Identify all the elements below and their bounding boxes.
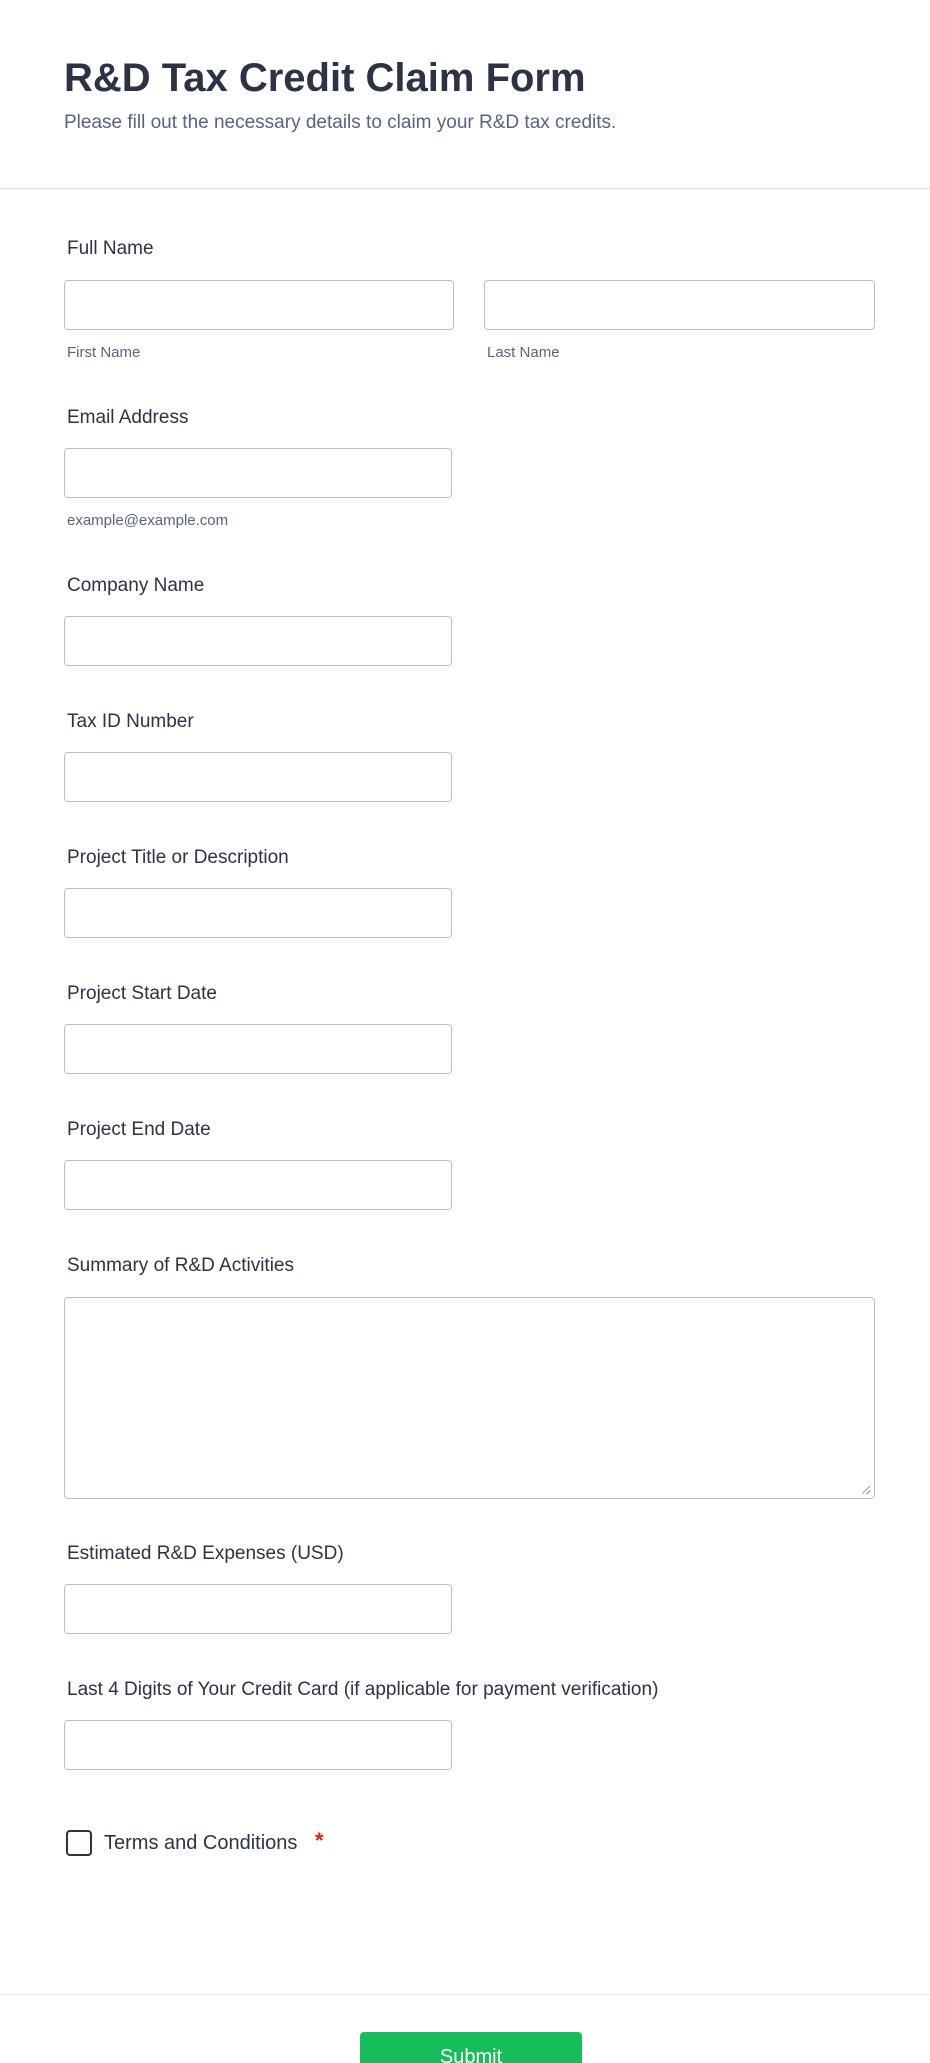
last-name-sublabel: Last Name [487, 344, 560, 361]
required-star: * [315, 1828, 324, 1853]
first-name-input[interactable] [64, 280, 454, 330]
terms-label[interactable]: Terms and Conditions [104, 1832, 298, 1854]
project-title-label: Project Title or Description [67, 847, 289, 868]
end-date-input[interactable] [64, 1160, 452, 1210]
company-label: Company Name [67, 575, 205, 596]
email-input[interactable] [64, 448, 452, 498]
resize-grip-icon[interactable] [862, 1486, 870, 1494]
email-label: Email Address [67, 407, 189, 428]
full-name-label: Full Name [67, 238, 154, 259]
expenses-label: Estimated R&D Expenses (USD) [67, 1543, 344, 1564]
last-name-input[interactable] [484, 280, 875, 330]
form-header [0, 0, 930, 189]
footer-divider [0, 1994, 930, 1995]
company-input[interactable] [64, 616, 452, 666]
tax-id-label: Tax ID Number [67, 711, 194, 732]
card-digits-input[interactable] [64, 1720, 452, 1770]
end-date-label: Project End Date [67, 1119, 211, 1140]
start-date-input[interactable] [64, 1024, 452, 1074]
page-title: R&D Tax Credit Claim Form [64, 56, 586, 100]
project-title-input[interactable] [64, 888, 452, 938]
summary-label: Summary of R&D Activities [67, 1255, 294, 1276]
start-date-label: Project Start Date [67, 983, 217, 1004]
page-subtitle: Please fill out the necessary details to claim your R&D tax credits. [64, 112, 617, 133]
summary-textarea[interactable] [64, 1297, 875, 1499]
card-digits-label: Last 4 Digits of Your Credit Card (if applicable for payment verification) [67, 1679, 659, 1700]
terms-checkbox[interactable] [66, 1830, 92, 1856]
submit-button[interactable]: Submit [360, 2032, 582, 2063]
email-sublabel: example@example.com [67, 512, 229, 529]
first-name-sublabel: First Name [67, 344, 141, 361]
expenses-input[interactable] [64, 1584, 452, 1634]
tax-id-input[interactable] [64, 752, 452, 802]
